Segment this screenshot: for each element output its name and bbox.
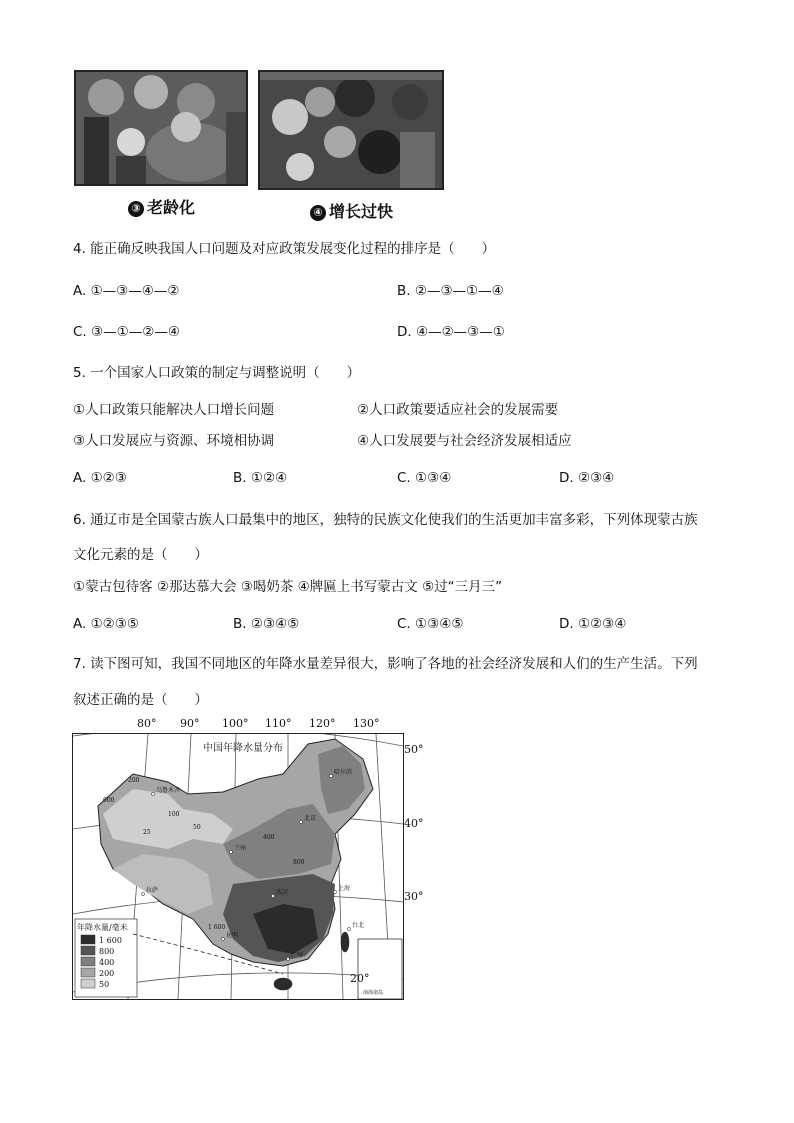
city-dot bbox=[347, 927, 350, 930]
city-label: 哈尔滨 bbox=[334, 769, 353, 776]
illustration-rapid-growth bbox=[258, 70, 444, 190]
q6-option-a[interactable]: A. ①②③⑤ bbox=[73, 616, 139, 632]
contour-label: 100 bbox=[168, 811, 180, 818]
q6-option-b[interactable]: B. ②③④⑤ bbox=[233, 616, 300, 632]
q5-option-a[interactable]: A. ①②③ bbox=[73, 470, 127, 486]
contour-label: 800 bbox=[293, 859, 305, 866]
aging-cartoon bbox=[76, 72, 246, 184]
city-label: 武汉 bbox=[276, 889, 289, 896]
city-label: 拉萨 bbox=[146, 887, 159, 894]
q5-option-d[interactable]: D. ②③④ bbox=[559, 470, 615, 486]
caption-rapid-growth bbox=[310, 199, 393, 222]
legend-swatch bbox=[81, 979, 95, 988]
q4-option-b[interactable]: B. ②—③—①—④ bbox=[397, 283, 504, 299]
map-title: 中国年降水量分布 bbox=[203, 743, 283, 754]
lon-label: 130° bbox=[353, 717, 380, 730]
city-dot bbox=[299, 820, 302, 823]
q4-option-d[interactable]: D. ④—②—③—① bbox=[397, 324, 505, 340]
q5-option-c[interactable]: C. ①③④ bbox=[397, 470, 452, 486]
q5-item-1: ①人口政策只能解决人口增长问题 bbox=[73, 402, 275, 418]
q4-option-a[interactable]: A. ①—③—④—② bbox=[73, 283, 180, 299]
longitude-labels bbox=[72, 717, 412, 733]
city-dot bbox=[229, 850, 232, 853]
legend-swatch bbox=[81, 935, 95, 944]
legend-title: 年降水量/毫米 bbox=[77, 923, 128, 932]
city-label: 上海 bbox=[338, 885, 351, 892]
city-label: 兰州 bbox=[234, 845, 247, 852]
city-label: 广州 bbox=[291, 952, 304, 959]
q4-option-c[interactable]: C. ③—①—②—④ bbox=[73, 324, 180, 340]
contour-label: 50 bbox=[193, 824, 201, 831]
question-6-stem-line1: 6. 通辽市是全国蒙古族人口最集中的地区，独特的民族文化使我们的生活更加丰富多彩，下列体现蒙古族 bbox=[73, 512, 698, 528]
city-dot bbox=[329, 774, 332, 777]
caption-aging bbox=[128, 195, 195, 218]
contour-label: 400 bbox=[263, 834, 275, 841]
lon-label: 110° bbox=[265, 717, 292, 730]
lat-label: 40° bbox=[404, 817, 424, 830]
crowd-cartoon bbox=[260, 72, 442, 188]
legend-swatch bbox=[81, 946, 95, 955]
q6-option-d[interactable]: D. ①②③④ bbox=[559, 616, 627, 632]
inset-label: 南海诸岛 bbox=[363, 990, 384, 996]
q6-items: ①蒙古包待客 ②那达慕大会 ③喝奶茶 ④牌匾上书写蒙古文 ⑤过“三月三” bbox=[73, 579, 503, 595]
contour-label: 25 bbox=[143, 829, 151, 836]
q5-item-3: ③人口发展应与资源、环境相协调 bbox=[73, 433, 275, 449]
city-dot bbox=[221, 937, 224, 940]
city-label: 台北 bbox=[352, 922, 365, 929]
city-label: 昆明 bbox=[226, 932, 239, 939]
lat-label: 50° bbox=[404, 743, 424, 756]
q5-item-4: ④人口发展要与社会经济发展相适应 bbox=[357, 433, 572, 449]
city-label: 北京 bbox=[304, 815, 317, 822]
city-dot bbox=[141, 892, 144, 895]
city-label: 乌鲁木齐 bbox=[156, 787, 181, 794]
lon-label: 100° bbox=[222, 717, 249, 730]
precipitation-map bbox=[72, 733, 404, 1000]
lon-label: 90° bbox=[180, 717, 200, 730]
contour-label: 200 bbox=[128, 777, 140, 784]
caption-text: 老龄化 bbox=[147, 198, 196, 217]
lon-label: 80° bbox=[137, 717, 157, 730]
question-7-stem-line1: 7. 读下图可知，我国不同地区的年降水量差异很大，影响了各地的社会经济发展和人们的生产生活。下列 bbox=[73, 656, 698, 672]
question-6-stem-line2: 文化元素的是（ ） bbox=[73, 547, 208, 563]
lat-label: 30° bbox=[404, 890, 424, 903]
legend-label: 800 bbox=[99, 947, 115, 956]
question-7-stem-line2: 叙述正确的是（ ） bbox=[73, 692, 208, 708]
city-dot bbox=[151, 792, 154, 795]
question-4-stem: 4. 能正确反映我国人口问题及对应政策发展变化过程的排序是（ ） bbox=[73, 241, 496, 257]
q6-option-c[interactable]: C. ①③④⑤ bbox=[397, 616, 464, 632]
legend-label: 1 600 bbox=[99, 936, 122, 945]
legend-label: 200 bbox=[99, 969, 115, 978]
legend-swatch bbox=[81, 957, 95, 966]
illustration-aging bbox=[74, 70, 248, 186]
lat-label: 20° bbox=[350, 972, 370, 985]
city-dot bbox=[333, 890, 336, 893]
q5-option-b[interactable]: B. ①②④ bbox=[233, 470, 288, 486]
legend-swatch bbox=[81, 968, 95, 977]
caption-text: 增长过快 bbox=[329, 202, 394, 221]
city-dot bbox=[286, 957, 289, 960]
map-svg bbox=[73, 734, 403, 999]
caption-number: ④ bbox=[310, 205, 326, 221]
caption-number: ③ bbox=[128, 201, 144, 217]
lon-label: 120° bbox=[309, 717, 336, 730]
q5-item-2: ②人口政策要适应社会的发展需要 bbox=[357, 402, 559, 418]
legend-label: 50 bbox=[99, 980, 110, 989]
legend-label: 400 bbox=[99, 958, 115, 967]
question-5-stem: 5. 一个国家人口政策的制定与调整说明（ ） bbox=[73, 365, 361, 381]
contour-label: 600 bbox=[103, 797, 115, 804]
city-dot bbox=[271, 894, 274, 897]
contour-label: 1 600 bbox=[208, 924, 226, 931]
